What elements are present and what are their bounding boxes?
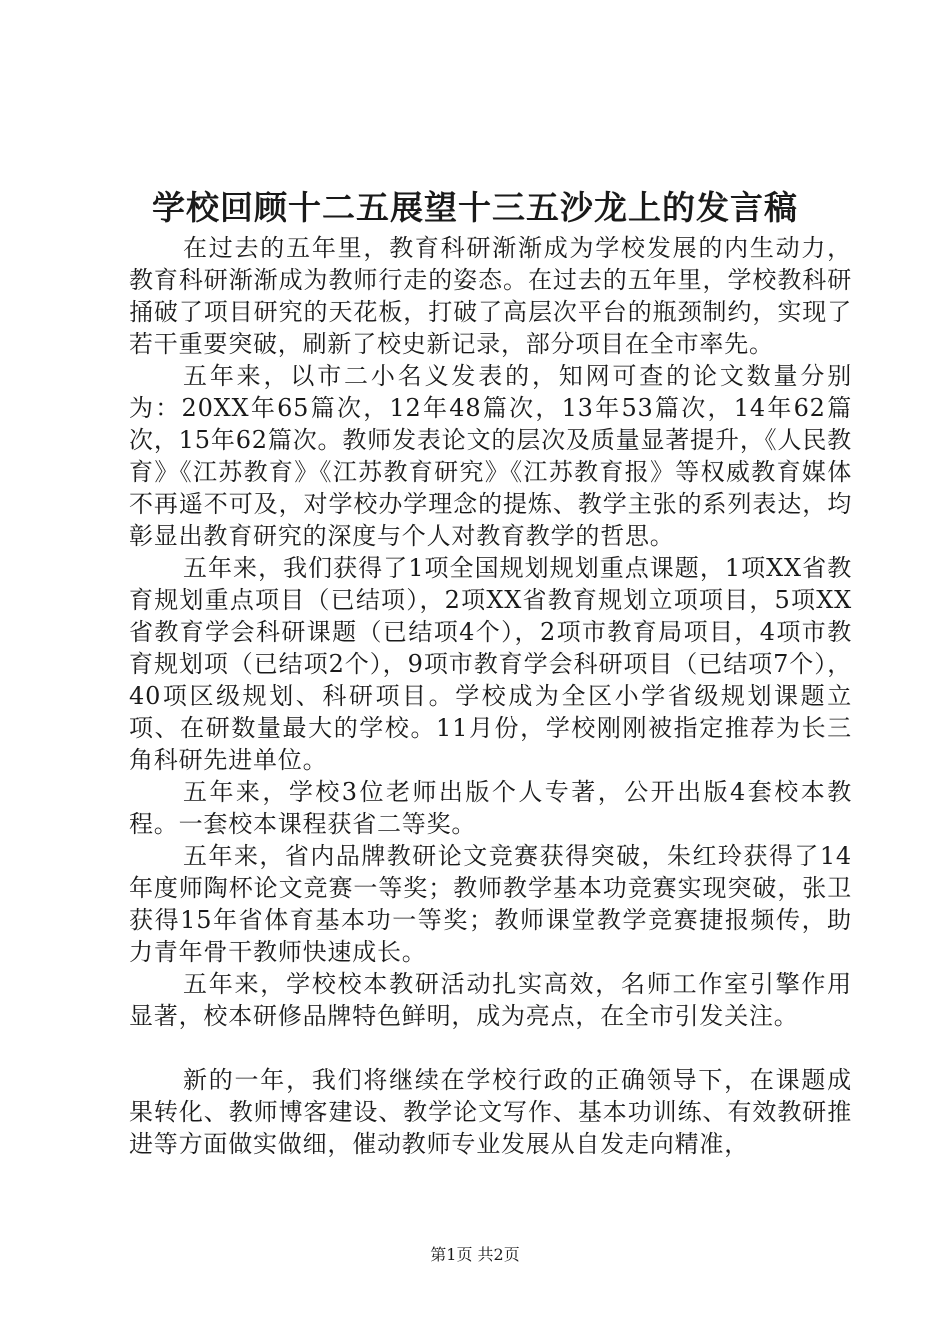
paragraph-papers: 五年来，以市二小名义发表的，知网可查的论文数量分别为：20XX年65篇次，12年48篇次，13年53篇次，14年62篇次，15年62篇次。教师发表论文的层次及质量显著提升，《人民教育》《江苏教育》《江苏教育研究》《江苏教育报》等权威教育媒体不再遥不可及，对学校办学理念的提炼、教学主张的系列表达，均彰显出教育研究的深度与个人对教育教学的哲思。 <box>129 362 852 550</box>
paragraph-projects: 五年来，我们获得了1项全国规划规划重点课题，1项XX省教育规划重点项目（已结项），2项XX省教育规划立项项目，5项XX省教育学会科研课题（已结项4个），2项市教育局项目，4项市教育规划项（已结项2个），9项市教育学会科研项目（已结项7个），40项区级规划、科研项目。学校成为全区小学省级规划课题立项、在研数量最大的学校。11月份，学校刚刚被指定推荐为长三角科研先进单位。 <box>129 554 852 774</box>
paragraph-intro: 在过去的五年里，教育科研渐渐成为学校发展的内生动力，教育科研渐渐成为教师行走的姿态。在过去的五年里，学校教科研捅破了项目研究的天花板，打破了高层次平台的瓶颈制约，实现了若干重要突破，刷新了校史新记录，部分项目在全市率先。 <box>129 234 852 358</box>
paragraph-publications: 五年来，学校3位老师出版个人专著，公开出版4套校本教程。一套校本课程获省二等奖。 <box>129 778 852 838</box>
paragraph-new-year: 新的一年，我们将继续在学校行政的正确领导下，在课题成果转化、教师博客建设、教学论文写作、基本功训练、有效教研推进等方面做实做细，催动教师专业发展从自发走向精准， <box>129 1066 852 1158</box>
paragraph-school-research: 五年来，学校校本教研活动扎实高效，名师工作室引擎作用显著，校本研修品牌特色鲜明，成为亮点，在全市引发关注。 <box>129 970 852 1030</box>
paragraph-competitions: 五年来，省内品牌教研论文竞赛获得突破，朱红玲获得了14年度师陶杯论文竞赛一等奖；教师教学基本功竞赛实现突破，张卫获得15年省体育基本功一等奖；教师课堂教学竞赛捷报频传，助力青年骨干教师快速成长。 <box>129 842 852 966</box>
page-footer: 第1页 共2页 <box>430 1245 520 1264</box>
document-title: 学校回顾十二五展望十三五沙龙上的发言稿 <box>152 188 798 227</box>
document-body <box>129 232 852 1160</box>
